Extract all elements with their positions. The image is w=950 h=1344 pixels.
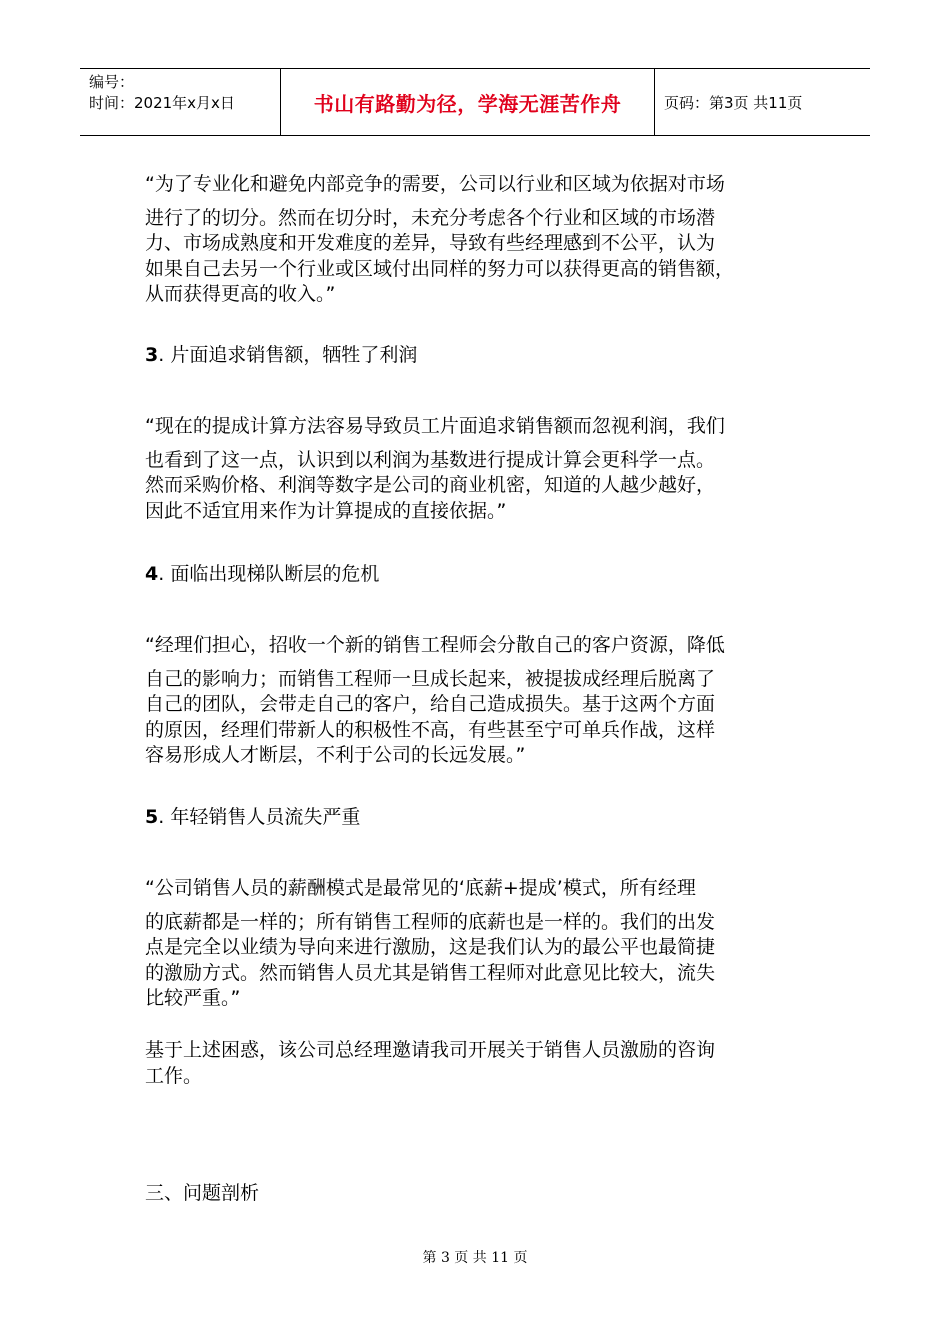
heading-number: 5 [145,806,159,828]
heading-3 [145,343,810,369]
text-line: “为了专业化和避免内部竞争的需要，公司以行业和区域为依据对市场 [145,173,725,195]
page-header [80,68,870,136]
text-line: 容易形成人才断层，不利于公司的长远发展。” [145,744,526,766]
text-line: 从而获得更高的收入。” [145,283,336,305]
heading-number: 3 [145,344,159,366]
heading-text: . 面临出现梯队断层的危机 [158,563,380,585]
heading-5 [145,805,810,831]
text-line: “经理们担心，招收一个新的销售工程师会分散自己的客户资源，降低 [145,634,725,656]
heading-text: . 片面追求销售额，牺牲了利润 [158,344,418,366]
text-line: 的原因，经理们带新人的积极性不高，有些甚至宁可单兵作战，这样 [145,718,716,741]
text-line: “公司销售人员的薪酬模式是最常见的‘底薪+提成’模式，所有经理 [145,877,696,899]
heading-number: 4 [145,563,159,585]
text-line: 工作。 [145,1064,203,1087]
text-line: 自己的团队，会带走自己的客户，给自己造成损失。基于这两个方面 [145,693,716,715]
header-motto-cell [281,69,655,135]
text-line: 的底薪都是一样的；所有销售工程师的底薪也是一样的。我们的出发 [145,910,716,933]
heading-text: . 年轻销售人员流失严重 [158,806,361,828]
text-line: 因此不适宜用来作为计算提成的直接依据。” [145,499,507,522]
code-label: 编号： [89,73,135,91]
paragraph-talent-gap [145,633,810,769]
paragraph-salary-model [145,876,810,1012]
text-line: 进行了的切分。然而在切分时，未充分考虑各个行业和区域的市场潜 [145,206,716,229]
text-line: 基于上述困惑，该公司总经理邀请我司开展关于销售人员激励的咨询 [145,1039,716,1061]
text-line: 比较严重。” [145,987,241,1009]
date-label: 时间：2021年x月x日 [89,94,235,112]
header-meta [80,69,281,135]
text-line: 点是完全以业绩为导向来进行激励，这是我们认为的最公平也最简捷 [145,936,716,958]
text-line: 的激励方式。然而销售人员尤其是销售工程师对此意见比较大，流失 [145,961,716,984]
paragraph-profit [145,414,810,524]
text-line: 然而采购价格、利润等数字是公司的商业机密，知道的人越少越好， [145,474,716,496]
text-line: 自己的影响力；而销售工程师一旦成长起来，被提拔成经理后脱离了 [145,667,716,690]
text-line: “现在的提成计算方法容易导致员工片面追求销售额而忽视利润，我们 [145,415,725,437]
heading-4 [145,562,810,588]
paragraph-consulting [145,1038,810,1089]
page-footer: 第 3 页 共 11 页 [422,1250,528,1266]
paragraph-market-division [145,172,810,308]
header-page-info [655,69,870,135]
section-title: 三、问题剖析 [145,1182,260,1204]
text-line: 如果自己去另一个行业或区域付出同样的努力可以获得更高的销售额， [145,257,735,280]
page-info-text: 页码：第3页 共11页 [664,93,803,112]
motto-text: 书山有路勤为径，学海无涯苦作舟 [313,91,622,116]
text-line: 也看到了这一点，认识到以利润为基数进行提成计算会更科学一点。 [145,448,716,471]
text-line: 力、市场成熟度和开发难度的差异，导致有些经理感到不公平，认为 [145,232,716,254]
